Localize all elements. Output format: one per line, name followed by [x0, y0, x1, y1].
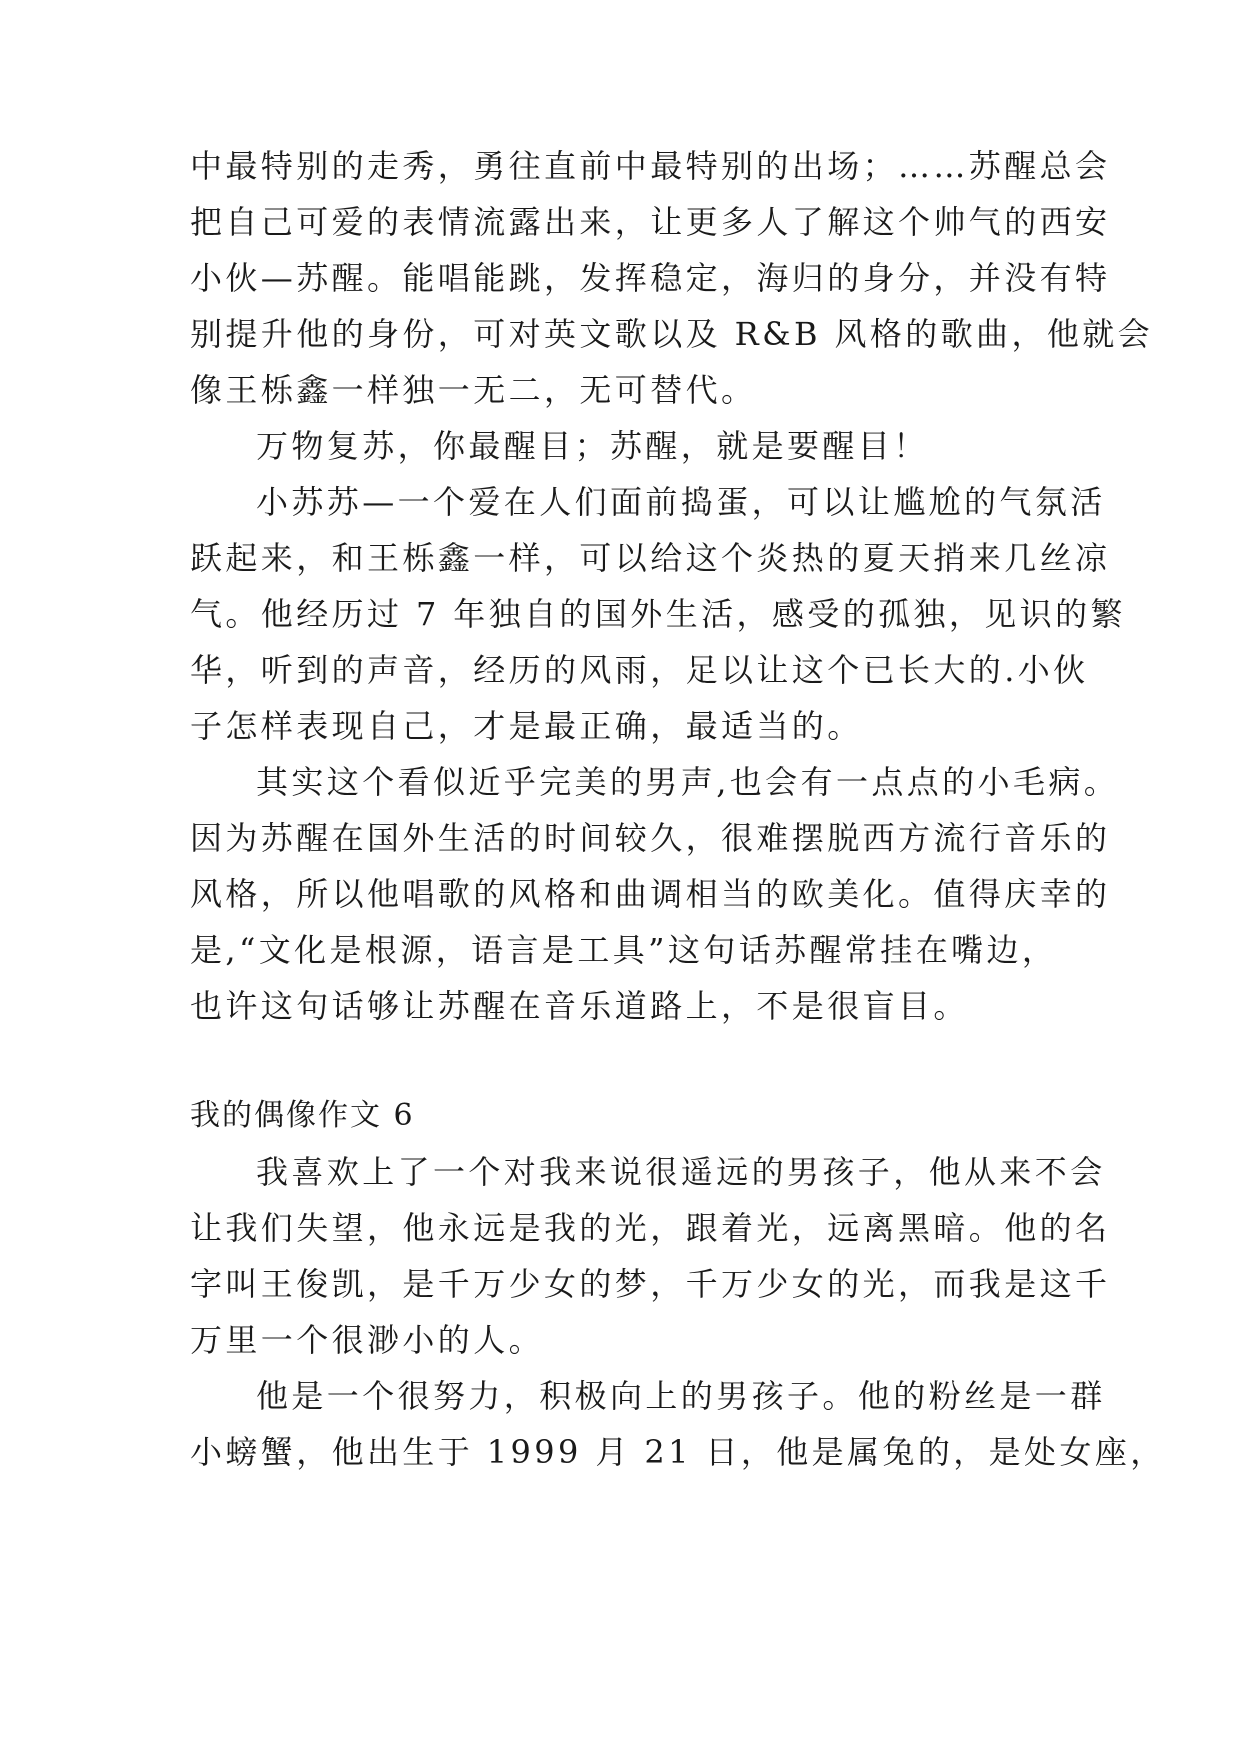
text-line: 跃起来，和王栎鑫一样，可以给这个炎热的夏天捎来几丝凉	[190, 539, 1111, 577]
text-line: 气。他经历过 7 年独自的国外生活，感受的孤独，见识的繁	[190, 595, 1126, 633]
text-line: 别提升他的身份，可对英文歌以及 R&B 风格的歌曲，他就会	[190, 315, 1154, 353]
paragraph-first-line: 小苏苏—一个爱在人们面前捣蛋，可以让尴尬的气氛活	[256, 483, 1106, 521]
paragraph-first-line: 万物复苏，你最醒目；苏醒，就是要醒目！	[256, 427, 929, 465]
text-line: 风格，所以他唱歌的风格和曲调相当的欧美化。值得庆幸的	[190, 875, 1111, 913]
text-line: 像王栎鑫一样独一无二，无可替代。	[190, 371, 757, 409]
text-line: 小螃蟹，他出生于 1999 月 21 日，他是属兔的，是处女座，	[190, 1433, 1166, 1471]
paragraph-first-line: 其实这个看似近乎完美的男声,也会有一点点的小毛病。	[256, 763, 1120, 801]
text-line: 把自己可爱的表情流露出来，让更多人了解这个帅气的西安	[190, 203, 1111, 241]
text-line: 因为苏醒在国外生活的时间较久，很难摆脱西方流行音乐的	[190, 819, 1111, 857]
text-line: 字叫王俊凯，是千万少女的梦，千万少女的光，而我是这千	[190, 1265, 1111, 1303]
paragraph-first-line: 我喜欢上了一个对我来说很遥远的男孩子，他从来不会	[256, 1153, 1106, 1191]
text-line: 也许这句话够让苏醒在音乐道路上，不是很盲目。	[190, 987, 969, 1025]
text-line: 小伙—苏醒。能唱能跳，发挥稳定，海归的身分，并没有特	[190, 259, 1111, 297]
section-title: 我的偶像作文 6	[190, 1098, 415, 1133]
text-line: 让我们失望，他永远是我的光，跟着光，远离黑暗。他的名	[190, 1209, 1111, 1247]
text-line: 中最特别的走秀，勇往直前中最特别的出场；……苏醒总会	[190, 147, 1111, 185]
paragraph-first-line: 他是一个很努力，积极向上的男孩子。他的粉丝是一群	[256, 1377, 1106, 1415]
text-line: 万里一个很渺小的人。	[190, 1321, 545, 1359]
text-line: 华，听到的声音，经历的风雨，足以让这个已长大的.小伙	[190, 651, 1089, 689]
text-line: 是,“文化是根源，语言是工具”这句话苏醒常挂在嘴边，	[190, 931, 1058, 969]
text-line: 子怎样表现自己，才是最正确，最适当的。	[190, 707, 863, 745]
